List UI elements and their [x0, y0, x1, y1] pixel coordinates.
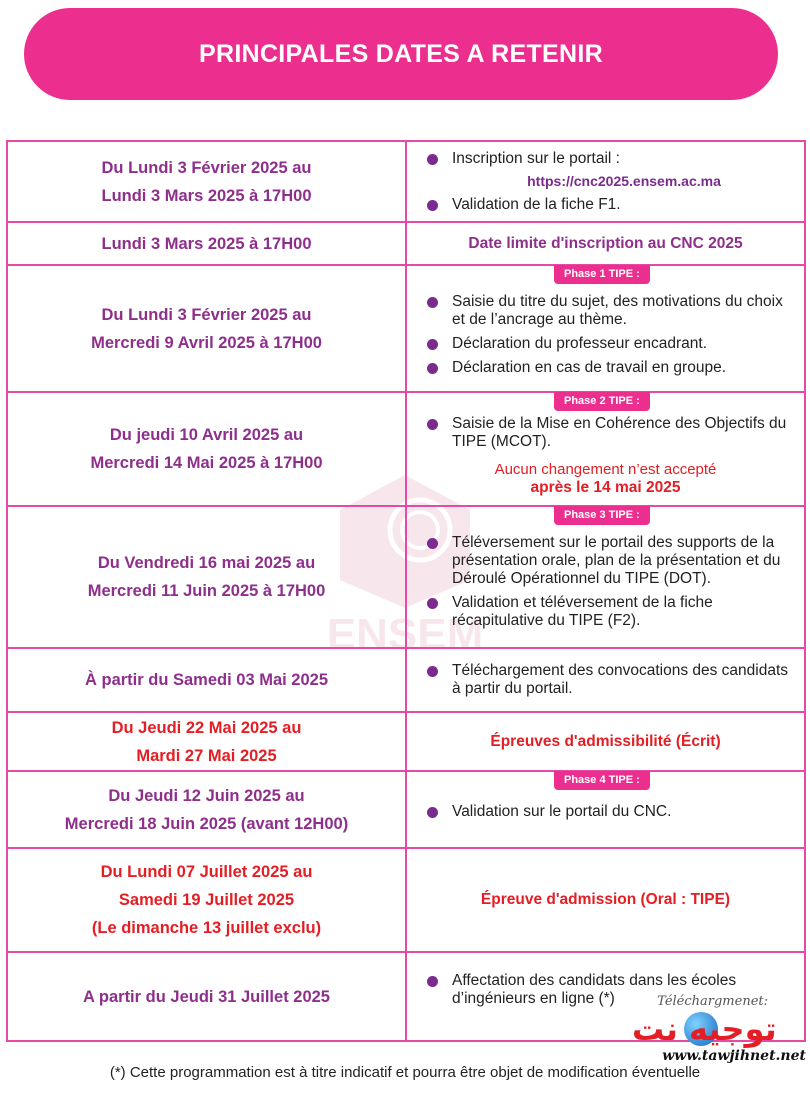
phase-badge: Phase 2 TIPE : — [554, 392, 650, 411]
date-line: Du Jeudi 22 Mai 2025 au — [111, 718, 302, 737]
tawjihnet-logo — [628, 990, 808, 1070]
deadline-text: Date limite d'inscription au CNC 2025 — [468, 234, 743, 252]
table-row — [7, 771, 805, 848]
bullet-icon — [427, 419, 438, 430]
list-item — [427, 803, 796, 821]
list-item — [427, 293, 796, 329]
item-text: Téléchargement des convocations des candidats à partir du portail. — [452, 662, 789, 697]
date-line: Du Vendredi 16 mai 2025 au — [97, 554, 316, 572]
date-cell — [7, 771, 406, 848]
title-banner — [24, 8, 778, 100]
table-row — [7, 648, 805, 712]
list-item — [427, 150, 796, 190]
description-cell — [406, 392, 805, 506]
description-cell — [406, 648, 805, 712]
bullet-icon — [427, 538, 438, 549]
bullet-icon — [427, 598, 438, 609]
description-cell — [406, 265, 805, 392]
date-line: (Le dimanche 13 juillet exclu) — [91, 919, 322, 937]
item-text: Déclaration du professeur encadrant. — [452, 334, 708, 352]
item-text: Saisie du titre du sujet, des motivations du choix et de l’ancrage au thème. — [452, 292, 783, 328]
list-item — [427, 359, 796, 377]
table-row — [7, 848, 805, 952]
date-line: A partir du Jeudi 31 Juillet 2025 — [83, 987, 330, 1006]
logo-url[interactable]: www.tawjihnet.net — [662, 1048, 806, 1064]
date-cell — [7, 141, 406, 222]
table-row — [7, 265, 805, 392]
bullet-icon — [427, 339, 438, 350]
page-title: PRINCIPALES DATES A RETENIR — [199, 39, 603, 68]
date-line: Mercredi 14 Mai 2025 à 17H00 — [90, 454, 323, 472]
portal-link[interactable]: https://cnc2025.ensem.ac.ma — [527, 172, 721, 189]
description-cell — [406, 848, 805, 952]
date-cell — [7, 265, 406, 392]
date-cell — [7, 712, 406, 771]
date-line: Du Lundi 07 Juillet 2025 au — [100, 863, 313, 881]
item-text: Saisie de la Mise en Cohérence des Objectifs du TIPE (MCOT). — [452, 415, 787, 450]
bullet-icon — [427, 297, 438, 308]
phase-badge: Phase 1 TIPE : — [554, 265, 650, 284]
list-item — [427, 534, 796, 588]
bullet-icon — [427, 976, 438, 987]
item-text: Validation de la fiche F1. — [452, 195, 621, 213]
bullet-icon — [427, 807, 438, 818]
table-row — [7, 506, 805, 648]
item-text: Validation sur le portail du CNC. — [452, 802, 672, 820]
date-line: Mercredi 11 Juin 2025 à 17H00 — [87, 582, 326, 600]
date-line: Lundi 3 Mars 2025 à 17H00 — [101, 234, 312, 253]
logo-arabic-text: توجيه نت — [632, 1010, 777, 1048]
date-cell — [7, 392, 406, 506]
list-item — [427, 335, 796, 353]
footnote: (*) Cette programmation est à titre indicatif et pourra être objet de modification éventuelle — [109, 1064, 701, 1081]
date-line: Du Lundi 3 Février 2025 au — [101, 305, 312, 324]
bullet-icon — [427, 200, 438, 211]
watermark-text: ENSEM — [326, 610, 484, 659]
date-line: Du Jeudi 12 Juin 2025 au — [108, 786, 305, 805]
description-cell — [406, 771, 805, 848]
date-line: Mardi 27 Mai 2025 — [136, 746, 277, 765]
date-cell — [7, 506, 406, 648]
bullet-icon — [427, 666, 438, 677]
list-item — [427, 415, 796, 451]
table-row — [7, 392, 805, 506]
date-line: Du Lundi 3 Février 2025 au — [101, 158, 312, 177]
table-row — [7, 222, 805, 265]
item-text: Affectation des candidats dans les écoles d’ingénieurs en ligne (*) — [452, 971, 737, 1007]
date-cell — [7, 952, 406, 1041]
item-text: Inscription sur le portail : — [452, 149, 620, 167]
date-line: Samedi 19 Juillet 2025 — [118, 891, 295, 909]
download-label: Téléchargmenet: — [657, 994, 768, 1009]
table-row — [7, 712, 805, 771]
warning-note — [407, 461, 804, 497]
date-line: Mercredi 18 Juin 2025 (avant 12H00) — [64, 814, 349, 833]
warning-text: Aucun changement n’est accepté — [494, 461, 717, 478]
bullet-icon — [427, 363, 438, 374]
description-cell — [406, 712, 805, 771]
warning-date: après le 14 mai 2025 — [530, 479, 681, 496]
item-text: Déclaration en cas de travail en groupe. — [452, 358, 726, 376]
exam-text: Épreuves d'admissibilité (Écrit) — [490, 732, 721, 750]
description-cell — [406, 506, 805, 648]
description-cell — [406, 222, 805, 265]
date-cell — [7, 648, 406, 712]
date-line: Du jeudi 10 Avril 2025 au — [109, 426, 304, 444]
list-item — [427, 594, 796, 630]
bullet-icon — [427, 154, 438, 165]
item-text: Validation et téléversement de la fiche récapitulative du TIPE (F2). — [452, 594, 713, 629]
date-line: Lundi 3 Mars 2025 à 17H00 — [101, 186, 312, 205]
date-cell — [7, 848, 406, 952]
list-item — [427, 662, 796, 698]
description-cell — [406, 141, 805, 222]
exam-text: Épreuve d'admission (Oral : TIPE) — [480, 891, 731, 908]
date-line: Mercredi 9 Avril 2025 à 17H00 — [91, 333, 322, 352]
list-item — [427, 196, 796, 214]
phase-badge: Phase 3 TIPE : — [554, 506, 650, 525]
date-cell — [7, 222, 406, 265]
table-row — [7, 141, 805, 222]
item-text: Téléversement sur le portail des supports de la présentation orale, plan de la présentation et du Déroulé Opérationnel du TIPE (DOT). — [452, 534, 781, 587]
phase-badge: Phase 4 TIPE : — [554, 771, 650, 790]
date-line: À partir du Samedi 03 Mai 2025 — [84, 671, 328, 689]
dates-table — [6, 140, 806, 1042]
